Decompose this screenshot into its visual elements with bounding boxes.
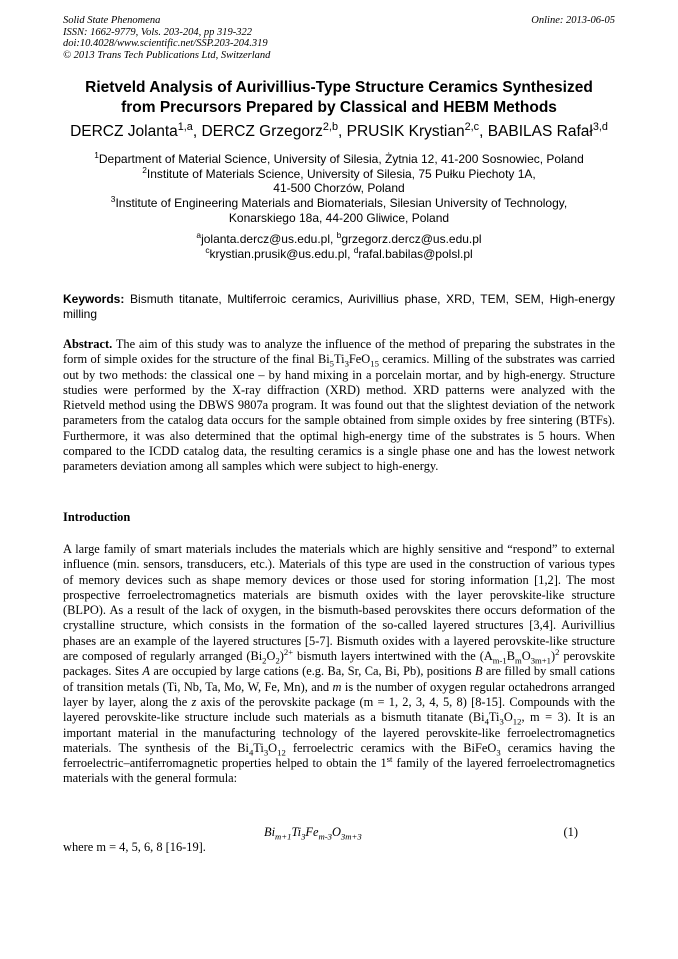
intro-text: , m = 3). It is an important material in the manufacturing technology of the layered perovskite-like ferroelectromagnetics materials. The synthesis of the Bi <box>63 710 615 755</box>
abstract-label: Abstract. <box>63 337 113 351</box>
intro-text: O <box>268 740 278 755</box>
intro-text: O <box>521 649 531 664</box>
intro-text: perovskite packages. Sites <box>63 649 615 679</box>
formula-part: Ti <box>333 352 345 367</box>
equation-formula <box>264 825 362 840</box>
email-address[interactable]: jolanta.dercz@us.edu.pl <box>201 232 330 246</box>
intro-sup: st <box>386 754 393 765</box>
intro-text: O <box>266 649 276 664</box>
intro-text: ) <box>279 649 284 664</box>
formula-sub: 5 <box>329 358 334 369</box>
eq-sub: 3 <box>301 831 306 842</box>
introduction-paragraph <box>63 542 615 787</box>
keywords <box>63 292 615 322</box>
keywords-text: Bismuth titanate, Multiferroic ceramics, Aurivillius phase, XRD, TEM, SEM, High-energy milling <box>63 292 615 321</box>
affiliation-mark: 3 <box>110 194 116 205</box>
intro-sub: 3 <box>496 747 501 758</box>
intro-text: bismuth layers intertwined with the (A <box>293 649 493 664</box>
author-name: DERCZ Grzegorz <box>201 123 323 140</box>
email-mark: b <box>336 230 342 240</box>
intro-italic: z <box>191 694 197 709</box>
email-line-2: $^c$krystian.prusik@us.edu.pl, $^d$rafal.babilas@polsl.pl <box>205 244 473 261</box>
intro-italic: A <box>142 664 150 679</box>
abstract <box>63 337 615 475</box>
affiliation-mark: 2 <box>142 164 147 175</box>
intro-sub: 2 <box>262 655 267 666</box>
email-mark: d <box>353 244 359 255</box>
affiliation-3 <box>40 196 638 211</box>
eq-part: Ti <box>291 825 302 839</box>
formula-sub: 15 <box>370 358 379 369</box>
intro-text: Ti <box>253 740 264 755</box>
intro-sub: 4 <box>484 716 489 727</box>
intro-sub: 4 <box>248 747 254 758</box>
abstract-text: The aim of this study was to analyze the influence of the method of preparing the substrates in the form of simple oxides for the structure of the final <box>63 337 615 367</box>
email-mark: c <box>205 244 210 255</box>
affiliation-text: Institute of Engineering Materials and Biomaterials, Silesian University of Technology, <box>115 196 568 211</box>
intro-text: O <box>503 710 513 725</box>
intro-text: Ti <box>488 710 500 725</box>
intro-sub: 3m+1 <box>530 655 551 666</box>
keywords-label: Keywords: <box>63 292 125 306</box>
journal-header <box>63 15 615 61</box>
intro-sub: 3 <box>263 747 269 758</box>
equation-1 <box>63 825 615 841</box>
equation-where-clause: where m = 4, 5, 6, 8 [16-19]. <box>63 840 206 854</box>
intro-text: ferroelectric ceramics with the BiFeO <box>285 740 497 755</box>
intro-text: B <box>506 649 516 664</box>
author-name: DERCZ Jolanta <box>70 123 178 140</box>
intro-text: axis of the perovskite package (m = 1, 2, 3, 4, 5, 8) [8-15]. Compounds with the layered perovskite-like structure include such materials as a bismuth titanate (Bi <box>63 694 615 725</box>
affiliation-text: Institute of Materials Science, University of Silesia, 75 Pułku Piechoty 1A, <box>146 166 536 181</box>
intro-sub: m-1 <box>492 655 507 666</box>
affiliation-1 <box>40 152 638 167</box>
intro-italic: B <box>474 664 483 679</box>
eq-sub: m-3 <box>318 831 332 842</box>
author-affiliation-mark: 3,d <box>592 120 608 133</box>
equation-number: (1) <box>563 825 578 839</box>
paper-title <box>40 78 638 118</box>
eq-sub: m+1 <box>275 831 292 842</box>
email-mark: a <box>196 230 202 240</box>
author-affiliation-mark: 2,c <box>464 120 480 133</box>
eq-sub: 3m+3 <box>340 831 362 842</box>
title-line-2: from Precursors Prepared by Classical and HEBM Methods <box>121 99 557 116</box>
intro-text: ceramics having the ferroelectric–antiferromagnetic properties helped to obtain the 1 <box>63 740 616 771</box>
author-affiliation-mark: 1,a <box>177 120 193 133</box>
intro-text: family of the layered ferroelectromagnetics materials with the general formula: <box>63 756 616 786</box>
intro-sub: 3 <box>499 716 504 727</box>
intro-text: are filled by small cations of transition metals (Ti, Nb, Ta, Mo, W, Fe, Mn), and <box>63 664 616 694</box>
intro-sub: m <box>515 655 522 666</box>
intro-text: are occupied by large cations (e.g. Ba, Sr, Ca, Bi, Pb), positions <box>149 664 475 679</box>
title-line-1: Rietveld Analysis of Aurivillius-Type Structure Ceramics Synthesized <box>85 79 593 96</box>
formula-sub: 3 <box>344 358 349 369</box>
affiliation-2 <box>40 164 638 182</box>
affiliation-2-cont: 41-500 Chorzów, Poland <box>273 181 405 196</box>
email-list <box>40 232 638 261</box>
abstract-text: ceramics. Milling of the substrates was carried out by two methods: the classical one – by hand mixing in a porcelain mortar, and by high-energy. Structure studies were performed by the X-ray diffraction (XRD) method. XRD patterns were analyzed with the Rietveld method using the DBWS 9807a program. It was found out that the slightest deviation of the network parameters from the catalog data occurs for the sample obtained from simple oxides by free sintering (BTFs). Furthermore, it was also determined that the optimal high-energy time of the substrates is 5 hours. When compared to the ICDD catalog data, the resulting ceramics is a single phase one and has the lowest network parameters deviation among all samples which were subject to high-energy. <box>63 352 615 474</box>
intro-sup: 2+ <box>283 646 294 657</box>
journal-issn: ISSN: 1662-9779, Vols. 203-204, pp 319-322 <box>63 26 252 38</box>
intro-sub: 12 <box>277 747 286 758</box>
affiliations <box>40 152 638 226</box>
formula-part: Bi <box>317 352 330 367</box>
intro-text: is the number of oxygen regular octahedrons arranged layer by layer, along the <box>63 679 616 709</box>
affiliation-text: Department of Material Science, University of Silesia, Żytnia 12, 41-200 Sosnowiec, Poland <box>98 152 584 166</box>
section-heading: Introduction <box>63 510 131 524</box>
journal-name: Solid State Phenomena <box>63 15 161 26</box>
eq-part: Fe <box>305 825 319 839</box>
affiliation-mark: 1 <box>94 150 99 160</box>
intro-text: ) <box>550 649 556 664</box>
email-address[interactable]: grzegorz.dercz@us.edu.pl <box>341 232 482 246</box>
eq-part: Bi <box>264 825 276 839</box>
formula-part: FeO <box>348 352 371 367</box>
intro-text: A large family of smart materials includes the materials which are highly sensitive and “respond” to external influence (min. sensors, transducers, etc.). Materials of this type are used in the construction of various types of memory devices such as shape memory devices or those used for storing information [1,2]. The most prospective ferroelectromagnetics materials are bismuth oxides with the layer perovskite-like structure (BLPO). As a result of the lack of oxygen, in the bismuth-based perovskites there occurs deformation of the crystalline structure, which consists in the formation of the so-called layered structures [3,4]. Aurivillius phases are an example of the layered structures [5-7]. Bismuth oxides with a layered perovskite-like structure are composed of regularly arranged (Bi <box>63 542 615 664</box>
author-name: BABILAS Rafał <box>487 123 593 140</box>
formula <box>317 352 379 369</box>
email-address[interactable]: krystian.prusik@us.edu.pl <box>209 246 348 261</box>
intro-sub: 2 <box>275 655 280 666</box>
author-list: DERCZ Jolanta$^{1,a}$, DERCZ Grzegorz$^{2,b}$, PRUSIK Krystian$^{2,c}$, BABILAS Rafał$^{3,d}$ <box>70 120 608 140</box>
eq-part: O <box>331 825 341 839</box>
intro-sup: 2 <box>555 646 560 657</box>
journal-doi[interactable]: doi:10.4028/www.scientific.net/SSP.203-204.319 <box>63 38 268 49</box>
email-address[interactable]: rafal.babilas@polsl.pl <box>358 246 473 261</box>
affiliation-3-cont: Konarskiego 18a, 44-200 Gliwice, Poland <box>228 210 450 225</box>
author-affiliation-mark: 2,b <box>322 120 338 133</box>
author-name: PRUSIK Krystian <box>346 123 465 140</box>
online-date: Online: 2013-06-05 <box>531 15 615 26</box>
intro-sub: 12 <box>512 716 522 727</box>
journal-copyright: © 2013 Trans Tech Publications Ltd, Switzerland <box>63 49 271 61</box>
email-line-1: $^a$jolanta.dercz@us.edu.pl, $^b$grzegorz.dercz@us.edu.pl <box>196 230 482 246</box>
intro-italic: m <box>332 679 342 694</box>
